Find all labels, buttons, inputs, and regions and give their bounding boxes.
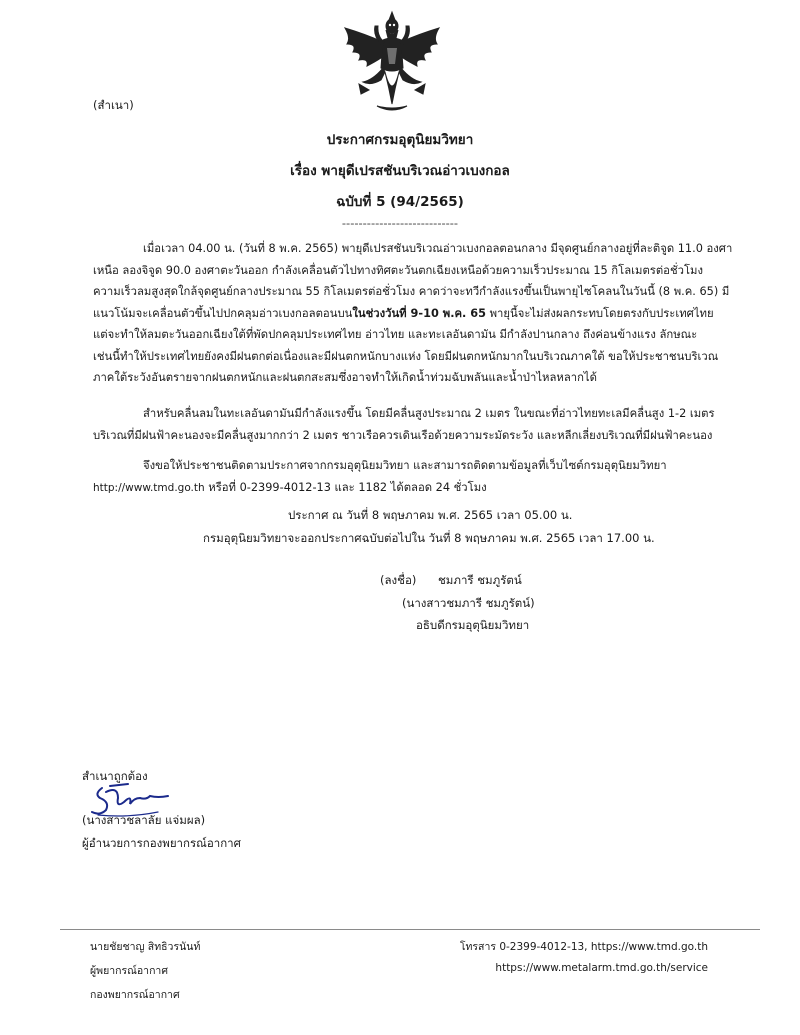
footer-division: กองพยากรณ์อากาศ bbox=[90, 989, 180, 1001]
p2-line-2: บริเวณที่มีฝนฟ้าคะนองจะมีคลื่นสูงมากกว่า 2 เมตร ชาวเรือควรเดินเรือด้วยความระมัดระวัง และหลีกเลี่ยงบริเวณที่มีฝนฟ้าคะนอง bbox=[93, 428, 713, 442]
footer-fax-website: โทรสาร 0-2399-4012-13, https://www.tmd.go.th bbox=[459, 941, 708, 953]
p1-line-4-end: พายุนี้จะไม่ส่งผลกระทบโดยตรงกับประเทศไทย bbox=[486, 306, 714, 320]
paragraph-follow-up bbox=[93, 455, 708, 499]
p1-line-7: ภาคใต้ระวังอันตรายจากฝนตกหนักและฝนตกสะสมซึ่งอาจทำให้เกิดน้ำท่วมฉับพลันและน้ำป่าไหลหลากได้ bbox=[93, 371, 597, 384]
tmd-website-link[interactable]: http://www.tmd.go.th bbox=[93, 481, 205, 494]
footer-forecaster-title: ผู้พยากรณ์อากาศ bbox=[90, 965, 168, 977]
p3-line-2-end: หรือที่ 0-2399-4012-13 และ 1182 ได้ตลอด 24 ชั่วโมง bbox=[204, 480, 487, 494]
footer-forecaster-name: นายชัยชาญ สิทธิวรนันท์ bbox=[90, 941, 201, 953]
footer-metalarm-link[interactable]: https://www.metalarm.tmd.go.th/service bbox=[495, 962, 708, 974]
p1-line-4-start: แนวโน้มจะเคลื่อนตัวขึ้นไปปกคลุมอ่าวเบงกอลตอนบน bbox=[93, 306, 353, 320]
certified-label: สำเนาถูกต้อง bbox=[82, 769, 148, 783]
footer-divider bbox=[60, 929, 760, 930]
page-title: ประกาศกรมอุตุนิยมวิทยา bbox=[326, 132, 474, 148]
certified-name: (นางสาวชลาลัย แจ่มผล) bbox=[82, 813, 206, 827]
issued-datetime: ประกาศ ณ วันที่ 8 พฤษภาคม พ.ศ. 2565 เวลา 05.00 น. bbox=[288, 508, 573, 522]
paragraph-storm-status bbox=[93, 238, 733, 389]
signed-name: ชมภารี ชมภูรัตน์ bbox=[438, 573, 522, 587]
p3-line-1: จึงขอให้ประชาชนติดตามประกาศจากกรมอุตุนิยมวิทยา และสามารถติดตามข้อมูลที่เว็บไซต์กรมอุตุนิยมวิทยา bbox=[143, 459, 667, 472]
p1-bold-period: ในช่วงวันที่ 9-10 พ.ค. 65 bbox=[352, 306, 486, 320]
copy-label: (สำเนา) bbox=[93, 98, 134, 112]
paragraph-waves bbox=[93, 403, 715, 446]
p3-line-2 bbox=[93, 477, 708, 500]
p1-line-2: เหนือ ลองจิจูด 90.0 องศาตะวันออก กำลังเคลื่อนตัวไปทางทิศตะวันตกเฉียงเหนือด้วยความเร็วประมาณ 15 กิโลเมตรต่อชั่วโมง bbox=[93, 263, 704, 277]
p1-line-5: แต่จะทำให้ลมตะวันออกเฉียงใต้ที่พัดปกคลุมประเทศไทย อ่าวไทย และทะเลอันดามัน มีกำลังปานกลาง ถึงค่อนข้างแรง ลักษณะ bbox=[93, 328, 698, 341]
p1-line-4 bbox=[93, 303, 714, 325]
header-divider: ---------------------------- bbox=[341, 216, 459, 230]
subject-line: เรื่อง พายุดีเปรสชันบริเวณอ่าวเบงกอล bbox=[290, 163, 510, 179]
p1-line-3: ความเร็วลมสูงสุดใกล้จุดศูนย์กลางประมาณ 55 กิโลเมตรต่อชั่วโมง คาดว่าจะทวีกำลังแรงขึ้นเป็นพายุไซโคลนในวันนี้ (8 พ.ค. 65) มี bbox=[93, 285, 730, 298]
p1-line-1: เมื่อเวลา 04.00 น. (วันที่ 8 พ.ค. 2565) พายุดีเปรสชันบริเวณอ่าวเบงกอลตอนกลาง มีจุดศูนย์กลางอยู่ที่ละติจูด 11.0 องศา bbox=[143, 242, 733, 255]
next-issue-datetime: กรมอุตุนิยมวิทยาจะออกประกาศฉบับต่อไปใน วันที่ 8 พฤษภาคม พ.ศ. 2565 เวลา 17.00 น. bbox=[203, 531, 655, 545]
issue-number: ฉบับที่ 5 (94/2565) bbox=[336, 194, 464, 210]
certified-position: ผู้อำนวยการกองพยากรณ์อากาศ bbox=[82, 836, 241, 850]
p2-line-1: สำหรับคลื่นลมในทะเลอันดามันมีกำลังแรงขึ้น โดยมีคลื่นสูงประมาณ 2 เมตร ในขณะที่อ่าวไทยทะเลมีคลื่นสูง 1-2 เมตร bbox=[143, 407, 715, 420]
signatory-position: อธิบดีกรมอุตุนิยมวิทยา bbox=[416, 618, 530, 632]
signed-label: (ลงชื่อ) bbox=[380, 573, 417, 587]
signatory-full-name: (นางสาวชมภารี ชมภูรัตน์) bbox=[402, 596, 535, 610]
p1-line-6: เช่นนี้ทำให้ประเทศไทยยังคงมีฝนตกต่อเนื่องและมีฝนตกหนักบางแห่ง โดยมีฝนตกหนักมากในบริเวณภาคใต้ ขอให้ประชาชนบริเวณ bbox=[93, 349, 719, 363]
garuda-emblem-icon bbox=[337, 8, 447, 118]
